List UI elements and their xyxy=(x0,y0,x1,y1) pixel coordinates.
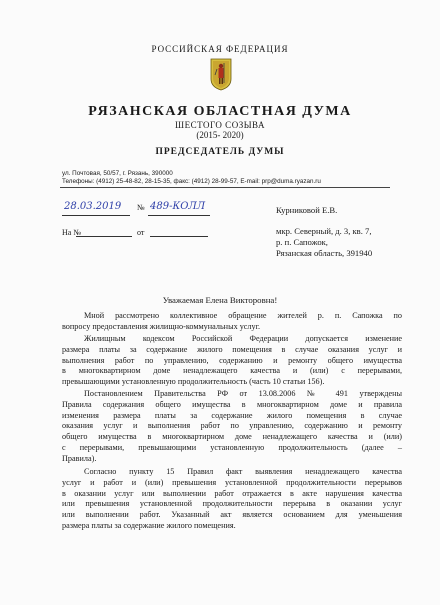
number-sign: № xyxy=(137,203,145,212)
recipient-street: мкр. Северный, д. 3, кв. 7, xyxy=(276,226,372,236)
text-line: в многоквартирном доме ненадлежащего качества и (или) с перерывами, xyxy=(62,366,402,376)
text-line: или превышения установленной продолжительности перерыва в оказании услуг xyxy=(62,499,402,509)
text-line: Мной рассмотрено коллективное обращение жителей р. п. Сапожка по xyxy=(84,311,402,320)
text-line: превышающими установленную продолжительность (часть 10 статьи 156). xyxy=(62,377,325,387)
chairman-title: ПРЕДСЕДАТЕЛЬ ДУМЫ xyxy=(155,147,285,157)
convocation-years: (2015- 2020) xyxy=(196,130,244,140)
postal-address: ул. Почтовая, 50/57, г. Рязань, 390000 xyxy=(62,170,173,177)
text-line: общего имущества в многоквартирном доме ненадлежащего качества и (или) xyxy=(62,432,402,442)
header-divider xyxy=(60,187,390,188)
recipient-region: Рязанская область, 391940 xyxy=(276,248,373,258)
text-line: Жилищным кодексом Российской Федерации допускается изменение xyxy=(84,334,402,343)
registration-block xyxy=(62,203,212,217)
text-line: Правила содержания общего имущества в многоквартирном доме и правила xyxy=(62,399,402,409)
date-underline xyxy=(62,215,130,216)
text-line: выполнения работ по управлению, содержанию и ремонту общего имущества xyxy=(62,355,402,365)
text-line: размера платы за содержание жилого помещения в случае оказания услуг и xyxy=(62,344,402,354)
text-line: Согласно пункту 15 Правил факт выявления ненадлежащего качества xyxy=(84,467,402,476)
reference-from-label: от xyxy=(137,228,145,237)
paragraph-2 xyxy=(62,334,402,388)
text-line: оказания услуг и выполнения работ по управлению, содержанию и ремонту xyxy=(62,421,402,431)
recipient-town: р. п. Сапожок, xyxy=(276,237,328,247)
greeting: Уважаемая Елена Викторовна! xyxy=(162,295,278,305)
registration-date: 28.03.2019 xyxy=(64,201,122,212)
paragraph-3 xyxy=(62,389,402,465)
ryazan-coat-of-arms-icon xyxy=(210,57,232,91)
recipient-name: Курниковой Е.В. xyxy=(276,205,338,215)
text-line: изменения размера платы за содержание жилого помещения в случае xyxy=(62,410,402,420)
reference-date-line xyxy=(150,236,208,237)
reference-label: На № xyxy=(62,228,81,237)
text-line: Правила). xyxy=(62,453,97,463)
paragraph-4 xyxy=(62,467,402,532)
convocation: ШЕСТОГО СОЗЫВА xyxy=(175,120,265,130)
phone-line: Телефоны: (4912) 25-48-82, 28-15-35, факс: (4912) 28-99-57, E-mail: prp@duma.ryazan.ru xyxy=(62,178,321,185)
text-line: услуг и работ и (или) превышения установленной продолжительности перерывов xyxy=(62,477,402,487)
text-line: вопросу предоставления жилищно-коммунальных услуг. xyxy=(62,321,261,331)
federation-heading: РОССИЙСКАЯ ФЕДЕРАЦИЯ xyxy=(151,44,289,54)
text-line: или выполнении работ. Указанный акт является основанием для уменьшения xyxy=(62,510,402,520)
paragraph-1 xyxy=(62,311,402,333)
text-line: в оказании услуг или выполнении работ отражается в акте нарушения качества xyxy=(62,488,402,498)
duma-title: РЯЗАНСКАЯ ОБЛАСТНАЯ ДУМА xyxy=(88,104,352,119)
text-line: Постановлением Правительства РФ от 13.08.2006 № 491 утверждены xyxy=(84,389,402,398)
reference-number-line xyxy=(76,236,132,237)
text-line: размера платы за содержание жилого помещения. xyxy=(62,520,236,530)
registration-number: 489-КОЛЛ xyxy=(150,201,206,212)
number-underline xyxy=(148,215,210,216)
text-line: с перерывами, превышающими установленную продолжительность (далее – xyxy=(62,442,402,452)
